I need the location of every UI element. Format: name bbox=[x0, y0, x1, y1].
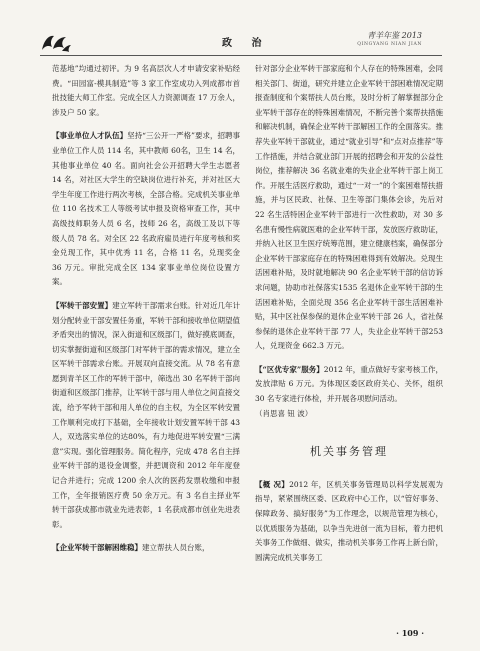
yearbook-title-en: QINGYANG NIAN JIAN bbox=[357, 42, 422, 47]
paragraph-overview bbox=[255, 478, 443, 566]
running-header-yearbook bbox=[357, 31, 422, 49]
paragraph-text: 建立军转干部需求台账。针对近几年计划分配转业干部安置任务重，军转干部和接收单位期望值矛盾突出的情况，深入街道和区级部门，做好摸底调查，切实掌握街道和区级部门对军转干部的需求情况，建立全区军转干部需求台账。开展双向直接交流。从 78 名有意愿到青羊区工作的军转干部中，筛选出 30 名军转干部向街道和区级部门推荐，让军转干部与用人单位之间直接交流，给予军转干部和用人单位的自主权，为全区军转安置工作顺利完成打下基础，全年接收计划安置军转干部 43 人，双选落实单位的达80%，有力地促进军转安置“三满意”实现。强化管理服务。简化程序，完成 478 名自主择业军转干部的退役金调整，并把调资和 2012 年年度登记合并进行；完成 1200 余人次的医药发票收缴和申报工作，全年报销医疗费 50 余万元。有 3 名自主择业军转干部获成都市就业先进表彰，1 名获成都市创业先进表彰。 bbox=[52, 300, 241, 529]
paragraph-label: 【企业军转干部解困维稳】 bbox=[52, 543, 142, 553]
left-column bbox=[52, 62, 240, 556]
author-signature: （肖思喜 钮 波） bbox=[255, 408, 313, 418]
yearbook-logo-icon bbox=[40, 32, 72, 54]
yearbook-title-cn: 青羊年鉴 2013 bbox=[367, 31, 422, 40]
paragraph-text: 针对部分企业军转干部家庭和个人存在的特殊困难，会同相关部门、街道，研究并建立企业军转干部困难情况定期报查制度和个案帮扶人员台账，及时分析了解掌握部分企业军转干部存在的特殊困难情况，不断完善个案帮扶措施和解决机制，确保企业军转干部解困工作的全面落实。推荐失业军转干部就业，通过“就业引导”和“点对点推荐”等工作措施，并结合就业部门开展的招聘会和开发的公益性岗位，推荐解决 36 名就业难的失业企业军转干部上岗工作。开展生活医疗救助，通过“一对一”的个案困难帮扶措施，并与区民政、社保、卫生等部门集体会诊，先后对 22 名生活特困企业军转干部进行一次性救助，对 30 多名患有慢性病就医难的企业军转干部，发放医疗救助证，并纳入社区卫生医疗统筹范围，建立健康档案，确保部分企业军转干部家庭存在的特殊困难得到有效解决。兑现生活困难补贴，及时就地解决 90 名企业军转干部的信访诉求问题，协助市社保落实1535 名退休企业军转干部的生活困难补贴，全面兑现 356 名企业军转干部生活困难补贴，其中区社保参保的退休企业军转干部 26 人，省社保参保的退休企业军转干部 77 人，失业企业军转干部253 人，兑现资金 662.3 万元。 bbox=[255, 64, 443, 351]
paragraph-relief-continued bbox=[255, 62, 443, 354]
running-header-section: 政 治 bbox=[222, 38, 270, 49]
paragraph-veteran-placement bbox=[52, 299, 240, 533]
paragraph-text: 坚持“三公开一严格”要求，招聘事业单位工作人员 114 名，其中教师 60名，卫生 14 名，其他事业单位 40 名。面向社会公开招聘大学生志愿者 14 名，对社区大学生的空缺岗位进行补充，并对社区大学生年度工作进行两次考核，全部合格。完成机关事业单位 110 名技术工人等级考试申报及资格审查工作，其中高级技师职务人员 6 名，技师 26 名，高级工及以下等级人员 78 名。对全区 22 名政府雇员进行年度考核和奖金兑现工作，其中优秀 11 名，合格 11 名，兑现奖金 36 万元。审批完成全区 134 家事业单位岗位设置方案。 bbox=[52, 131, 241, 287]
header-rule bbox=[40, 55, 442, 56]
paragraph-continued bbox=[52, 62, 240, 120]
paragraph-veteran-relief bbox=[52, 541, 240, 556]
paragraph-talent-team bbox=[52, 129, 240, 290]
paragraph-expert-service bbox=[255, 363, 443, 407]
paragraph-text: 建立帮扶人员台账， bbox=[142, 543, 210, 553]
right-column bbox=[255, 62, 443, 565]
paragraph-text: 2012 年，重点做好专家考核工作，发放津贴 6 万元。为体现区委区政府关心、关怀，组织 30 名专家进行体检，并开展各项慰问活动。 bbox=[255, 364, 443, 404]
paragraph-label: 【概 况】 bbox=[255, 479, 290, 489]
section-heading: 机关事务管理 bbox=[310, 445, 388, 459]
paragraph-label: 【事业单位人才队伍】 bbox=[52, 131, 128, 141]
paragraph-text: 2012 年，区机关事务管理局以科学发展观为指导，紧紧围绕区委、区政府中心工作，以“管好事务、保障政务、搞好服务”为工作理念，以规范管理为核心，以优质服务为基础，以争当先进创一流为目标，着力把机关事务工作做细、做实，推动机关事务工作再上新台阶，圆满完成机关事务工 bbox=[255, 479, 443, 562]
paragraph-text: 范基地”均通过初评。为 9 名高层次人才申请安家补贴经费。“田园富-模具制造”等 3 家工作室成功入列成都市首批技能大师工作室。完成全区人力资源调查 17 万余人，涉及户 50 家。 bbox=[52, 64, 240, 117]
page-number: · 109 · bbox=[396, 628, 424, 638]
paragraph-label: 【“区优专家”服务】 bbox=[255, 364, 324, 374]
paragraph-label: 【军转干部安置】 bbox=[52, 300, 113, 310]
